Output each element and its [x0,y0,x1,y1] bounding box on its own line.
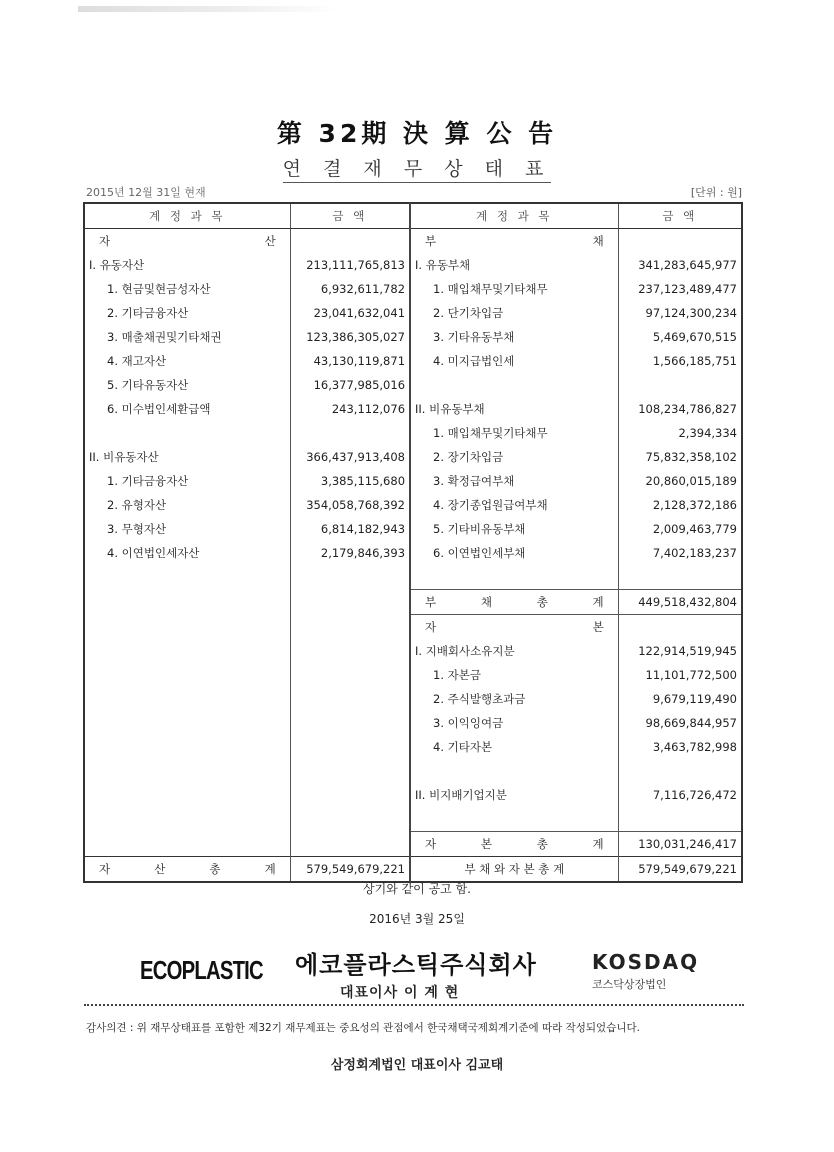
left-amount [290,590,410,615]
right-amount: 130,031,246,417 [618,832,742,857]
right-account: 4. 미지급법인세 [410,349,618,373]
table-row [84,687,742,711]
right-amount: 122,914,519,945 [638,644,737,658]
right-amount: 7,402,183,237 [652,546,737,560]
right-account: I. 유동부채 [410,253,618,277]
right-account: 2. 장기차입금 [410,445,618,469]
table-header-row [84,203,742,229]
left-account [84,639,290,663]
table-row [84,349,742,373]
total-assets-label: 자 산 총 계 [84,857,290,883]
right-account: 3. 기타유동부채 [410,325,618,349]
left-account: 3. 매출채권및기타채권 [84,325,290,349]
left-amount: 2,179,846,393 [290,541,410,565]
right-amount [618,373,742,397]
right-amount: 3,463,782,998 [652,740,737,754]
total-liab-equity-label: 부 채 와 자 본 총 계 [410,857,618,883]
right-amount: 97,124,300,234 [645,306,737,320]
right-account [410,565,618,590]
left-account: 3. 무형자산 [84,517,290,541]
right-account: II. 비유동부채 [410,397,618,421]
left-account [84,687,290,711]
ceo-name: 대표이사 이 계 현 [340,985,460,1001]
table-row [84,807,742,832]
right-account: 4. 기타자본 [410,735,618,759]
left-amount [290,639,410,663]
left-account [84,615,290,640]
right-amount: 1,566,185,751 [652,354,737,368]
table-row [84,517,742,541]
left-account [84,783,290,807]
right-amount: 108,234,786,827 [638,402,737,416]
left-amount: 6,814,182,943 [290,517,410,541]
right-account [410,807,618,832]
right-amount: 2,009,463,779 [652,522,737,536]
left-account: 1. 기타금융자산 [84,469,290,493]
left-amount [290,663,410,687]
right-account: 3. 이익잉여금 [410,711,618,735]
right-account: 6. 이연법인세부채 [410,541,618,565]
auditor-signature: 삼정회계법인 대표이사 김교태 [330,1058,504,1073]
left-amount [290,783,410,807]
left-account [84,421,290,445]
table-row [84,663,742,687]
right-account: I. 지배회사소유지분 [410,639,618,663]
table-row [84,711,742,735]
left-amount [290,759,410,783]
table-row [84,277,742,301]
right-amount: 98,669,844,957 [645,716,737,730]
kosdaq-logo: KOSDAQ [592,950,700,974]
left-account: 2. 기타금융자산 [84,301,290,325]
left-amount: 23,041,632,041 [290,301,410,325]
table-row [84,759,742,783]
right-amount [618,615,742,640]
table-row [84,590,742,615]
left-amount [290,807,410,832]
left-account [84,832,290,857]
right-account [410,590,618,615]
table-row [84,253,742,277]
left-account: 4. 이연법인세자산 [84,541,290,565]
left-amount: 213,111,765,813 [290,253,410,277]
right-amount: 237,123,489,477 [638,282,737,296]
table-row [84,421,742,445]
left-account [84,807,290,832]
left-account: 4. 재고자산 [84,349,290,373]
right-account [410,615,618,640]
right-amount: 75,832,358,102 [645,450,737,464]
table-total-row [84,857,742,883]
left-account [84,759,290,783]
table-row [84,325,742,349]
table-row [84,445,742,469]
total-liab-equity-amount: 579,549,679,221 [618,857,742,883]
left-amount [290,615,410,640]
left-amount: 43,130,119,871 [290,349,410,373]
total-assets-amount: 579,549,679,221 [290,857,410,883]
right-amount: 11,101,772,500 [645,668,737,682]
left-account: 6. 미수법인세환급액 [84,397,290,421]
right-account [410,229,618,254]
kosdaq-listed-label: 코스닥상장법인 [592,978,667,991]
table-row [84,373,742,397]
left-amount [290,735,410,759]
left-account [84,663,290,687]
left-account: 5. 기타유동자산 [84,373,290,397]
table-row [84,541,742,565]
right-amount: 449,518,432,804 [618,590,742,615]
page-title: 第 32期 決 算 公 告 [276,119,558,148]
left-amount: 16,377,985,016 [290,373,410,397]
right-account [410,373,618,397]
notice-date: 2016년 3월 25일 [369,912,465,926]
left-amount: 366,437,913,408 [290,445,410,469]
left-amount [290,711,410,735]
table-row [84,301,742,325]
as-of-date: 2015년 12월 31일 현재 [86,186,206,199]
right-account: 1. 매입채무및기타채무 [410,421,618,445]
spread-label: 부 채 [425,234,604,248]
right-amount: 9,679,119,490 [652,692,737,706]
notice-statement: 상기와 같이 공고 함. [363,882,471,896]
left-account: II. 비유동자산 [84,445,290,469]
left-amount: 6,932,611,782 [290,277,410,301]
header-account-left: 계 정 과 목 [84,203,290,229]
table-row [84,832,742,857]
table-row [84,469,742,493]
right-account [410,832,618,857]
right-account: 1. 자본금 [410,663,618,687]
left-account: I. 유동자산 [84,253,290,277]
table-row [84,783,742,807]
left-amount [290,832,410,857]
left-account: 1. 현금및현금성자산 [84,277,290,301]
right-account: 4. 장기종업원급여부채 [410,493,618,517]
right-account: 3. 확정급여부채 [410,469,618,493]
left-account [84,735,290,759]
ecoplastic-logo: ECOPLASTIC [140,955,263,985]
right-amount: 5,469,670,515 [652,330,737,344]
spread-label: 자 본 [425,620,604,634]
left-amount [290,421,410,445]
right-amount: 20,860,015,189 [645,474,737,488]
left-amount: 123,386,305,027 [290,325,410,349]
left-account: 2. 유형자산 [84,493,290,517]
audit-opinion: 감사의견 : 위 재무상태표를 포함한 제32기 재무제표는 중요성의 관점에서 한국채택국제회계기준에 따라 작성되었습니다. [86,1022,640,1034]
balance-sheet-table [83,202,743,883]
scan-noise [78,6,338,12]
statement-subtitle: 연 결 재 무 상 태 표 [0,154,834,181]
left-amount: 3,385,115,680 [290,469,410,493]
right-amount [618,565,742,590]
right-account: 5. 기타비유동부채 [410,517,618,541]
right-amount: 2,394,334 [678,426,737,440]
table-row [84,565,742,590]
table-row [84,397,742,421]
left-amount: 354,058,768,392 [290,493,410,517]
left-account [84,711,290,735]
right-amount [618,807,742,832]
header-amount-left: 금 액 [290,203,410,229]
right-account [410,759,618,783]
table-row [84,493,742,517]
spread-label: 자 본 총 계 [425,837,604,851]
right-account: 2. 단기차입금 [410,301,618,325]
table-row [84,615,742,640]
spread-label: 자 산 [99,234,276,248]
company-name: 에코플라스틱주식회사 [295,951,537,979]
left-account [84,590,290,615]
right-amount [618,759,742,783]
right-amount: 2,128,372,186 [652,498,737,512]
header-account-right: 계 정 과 목 [410,203,618,229]
left-amount [290,229,410,254]
header-amount-right: 금 액 [618,203,742,229]
dotted-divider [84,1004,744,1006]
table-row [84,229,742,254]
left-account [84,229,290,254]
unit-label: [단위 : 원] [690,186,742,199]
right-account: II. 비지배기업지분 [410,783,618,807]
table-row [84,639,742,663]
left-amount [290,687,410,711]
right-amount [618,229,742,254]
table-row [84,735,742,759]
left-amount [290,565,410,590]
right-account: 2. 주식발행초과금 [410,687,618,711]
left-amount: 243,112,076 [290,397,410,421]
right-amount: 7,116,726,472 [652,788,737,802]
right-amount: 341,283,645,977 [638,258,737,272]
spread-label: 부 채 총 계 [425,595,604,609]
left-account [84,565,290,590]
right-account: 1. 매입채무및기타채무 [410,277,618,301]
